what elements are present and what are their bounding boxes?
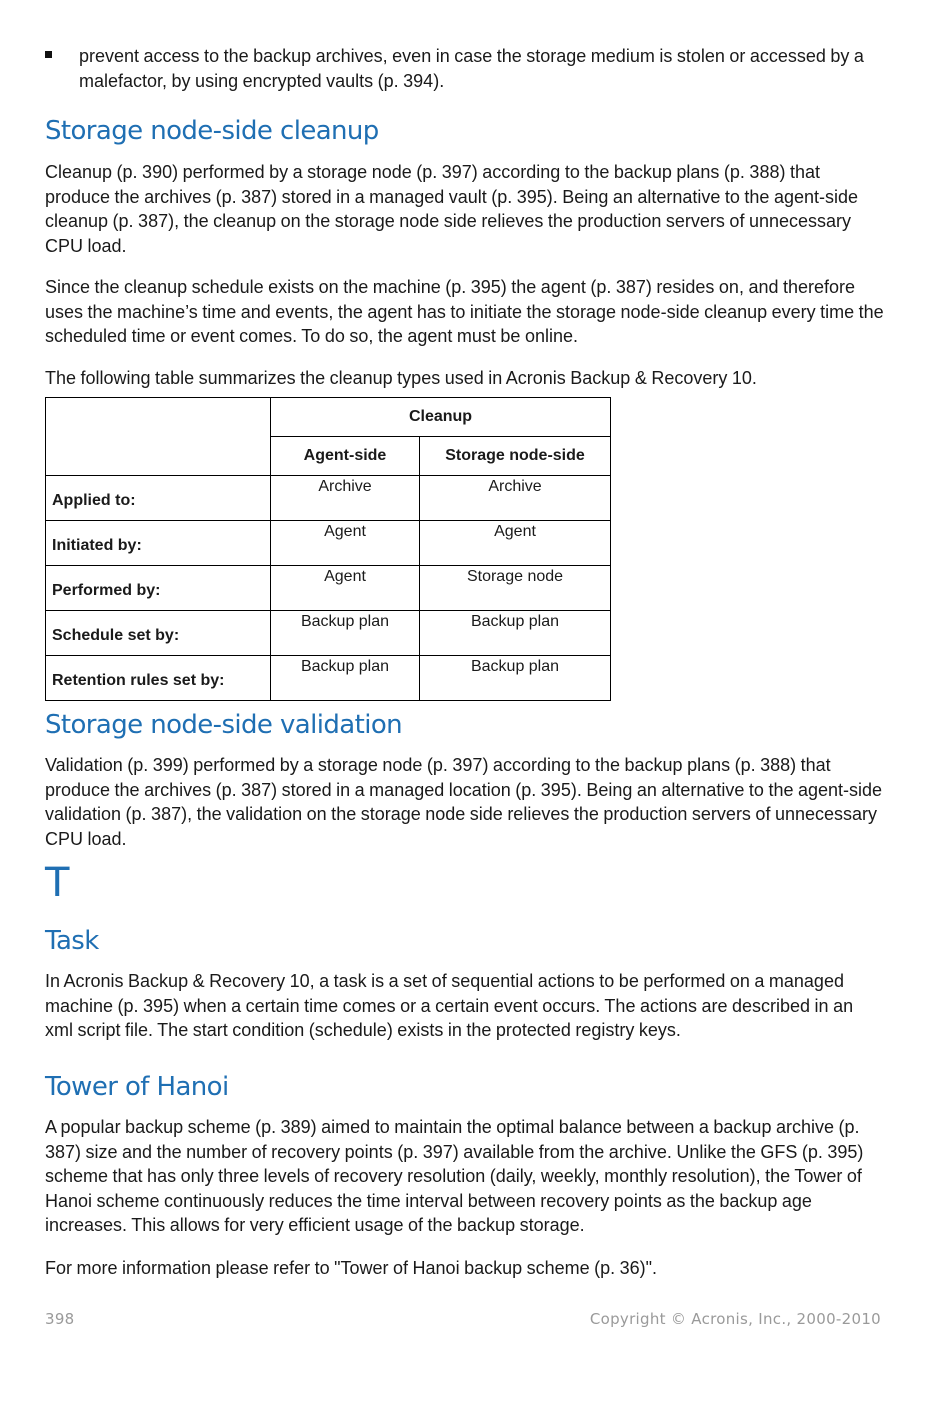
paragraph-text: In Acronis Backup & Recovery 10, a task is a set of sequential actions to be performed on a managed machine (p. 395) when a certain time comes or a certain event occurs. The actions are described in an xml script file. The start condition (schedule) exists in the protected registry keys. xyxy=(45,971,854,1041)
heading-storage-node-side-cleanup: Storage node-side cleanup xyxy=(45,116,379,146)
table-group-header: Cleanup xyxy=(271,398,611,437)
heading-tower-of-hanoi: Tower of Hanoi xyxy=(45,1072,229,1102)
paragraph-text: For more information please refer to "Tower of Hanoi backup scheme (p. 36)". xyxy=(45,1258,658,1278)
task-paragraph xyxy=(45,969,885,1043)
table-row xyxy=(46,611,611,656)
cleanup-paragraph-2 xyxy=(45,275,885,349)
cell-agent-side: Agent xyxy=(271,566,420,611)
cell-agent-side: Backup plan xyxy=(271,656,420,701)
bullet-text: prevent access to the backup archives, even in case the storage medium is stolen or accessed by a malefactor, by using encrypted vaults (p. 394). xyxy=(79,46,864,91)
page-number: 398 xyxy=(45,1310,75,1328)
paragraph-text: Since the cleanup schedule exists on the machine (p. 395) the agent (p. 387) resides on, and therefore uses the machine’s time and events, the agent has to initiate the storage node-side cleanup every time the scheduled time or event comes. To do so, the agent must be online. xyxy=(45,277,884,347)
column-header-agent-side: Agent-side xyxy=(271,437,420,476)
bullet-item xyxy=(45,44,885,93)
hanoi-paragraph-2 xyxy=(45,1256,885,1281)
index-letter-heading: T xyxy=(45,860,70,906)
table-row xyxy=(46,476,611,521)
table-header-row xyxy=(46,398,611,437)
cleanup-paragraph-1 xyxy=(45,160,885,258)
cell-storage-node-side: Storage node xyxy=(420,566,611,611)
cleanup-paragraph-3 xyxy=(45,366,885,391)
row-label: Schedule set by: xyxy=(46,611,271,656)
paragraph-text: The following table summarizes the cleanup types used in Acronis Backup & Recovery 10. xyxy=(45,368,757,388)
heading-storage-node-side-validation: Storage node-side validation xyxy=(45,710,403,740)
cell-agent-side: Backup plan xyxy=(271,611,420,656)
validation-paragraph xyxy=(45,753,885,851)
column-header-storage-node-side: Storage node-side xyxy=(420,437,611,476)
cell-storage-node-side: Agent xyxy=(420,521,611,566)
row-label: Retention rules set by: xyxy=(46,656,271,701)
cell-agent-side: Agent xyxy=(271,521,420,566)
table-corner-cell xyxy=(46,398,271,476)
paragraph-text: Validation (p. 399) performed by a storage node (p. 397) according to the backup plans (p. 388) that produce the archives (p. 387) stored in a managed location (p. 395). Being an alternative to the agent-side validation (p. 387), the validation on the storage node side relieves the production servers of unnecessary CPU load. xyxy=(45,755,883,849)
cleanup-types-table xyxy=(45,397,611,701)
table-row xyxy=(46,656,611,701)
cell-storage-node-side: Backup plan xyxy=(420,656,611,701)
hanoi-paragraph-1 xyxy=(45,1115,885,1238)
cell-agent-side: Archive xyxy=(271,476,420,521)
table-row xyxy=(46,566,611,611)
bullet-square-icon xyxy=(45,51,52,58)
paragraph-text: Cleanup (p. 390) performed by a storage node (p. 397) according to the backup plans (p. 388) that produce the archives (p. 387) stored in a managed vault (p. 395). Being an alternative to the agent-side cleanup (p. 387), the cleanup on the storage node side relieves the production servers of unnecessary CPU load. xyxy=(45,162,859,256)
table-row xyxy=(46,521,611,566)
row-label: Performed by: xyxy=(46,566,271,611)
row-label: Applied to: xyxy=(46,476,271,521)
cell-storage-node-side: Backup plan xyxy=(420,611,611,656)
heading-task: Task xyxy=(45,926,99,956)
paragraph-text: A popular backup scheme (p. 389) aimed to maintain the optimal balance between a backup archive (p. 387) size and the number of recovery points (p. 397) available from the archive. Unlike the GFS (p. 395) scheme that has only three levels of recovery resolution (daily, weekly, monthly resolution), the Tower of Hanoi scheme continuously reduces the time interval between recovery points as the backup age increases. This allows for very efficient usage of the backup storage. xyxy=(45,1117,864,1236)
copyright-notice: Copyright © Acronis, Inc., 2000-2010 xyxy=(589,1310,881,1328)
row-label: Initiated by: xyxy=(46,521,271,566)
cell-storage-node-side: Archive xyxy=(420,476,611,521)
